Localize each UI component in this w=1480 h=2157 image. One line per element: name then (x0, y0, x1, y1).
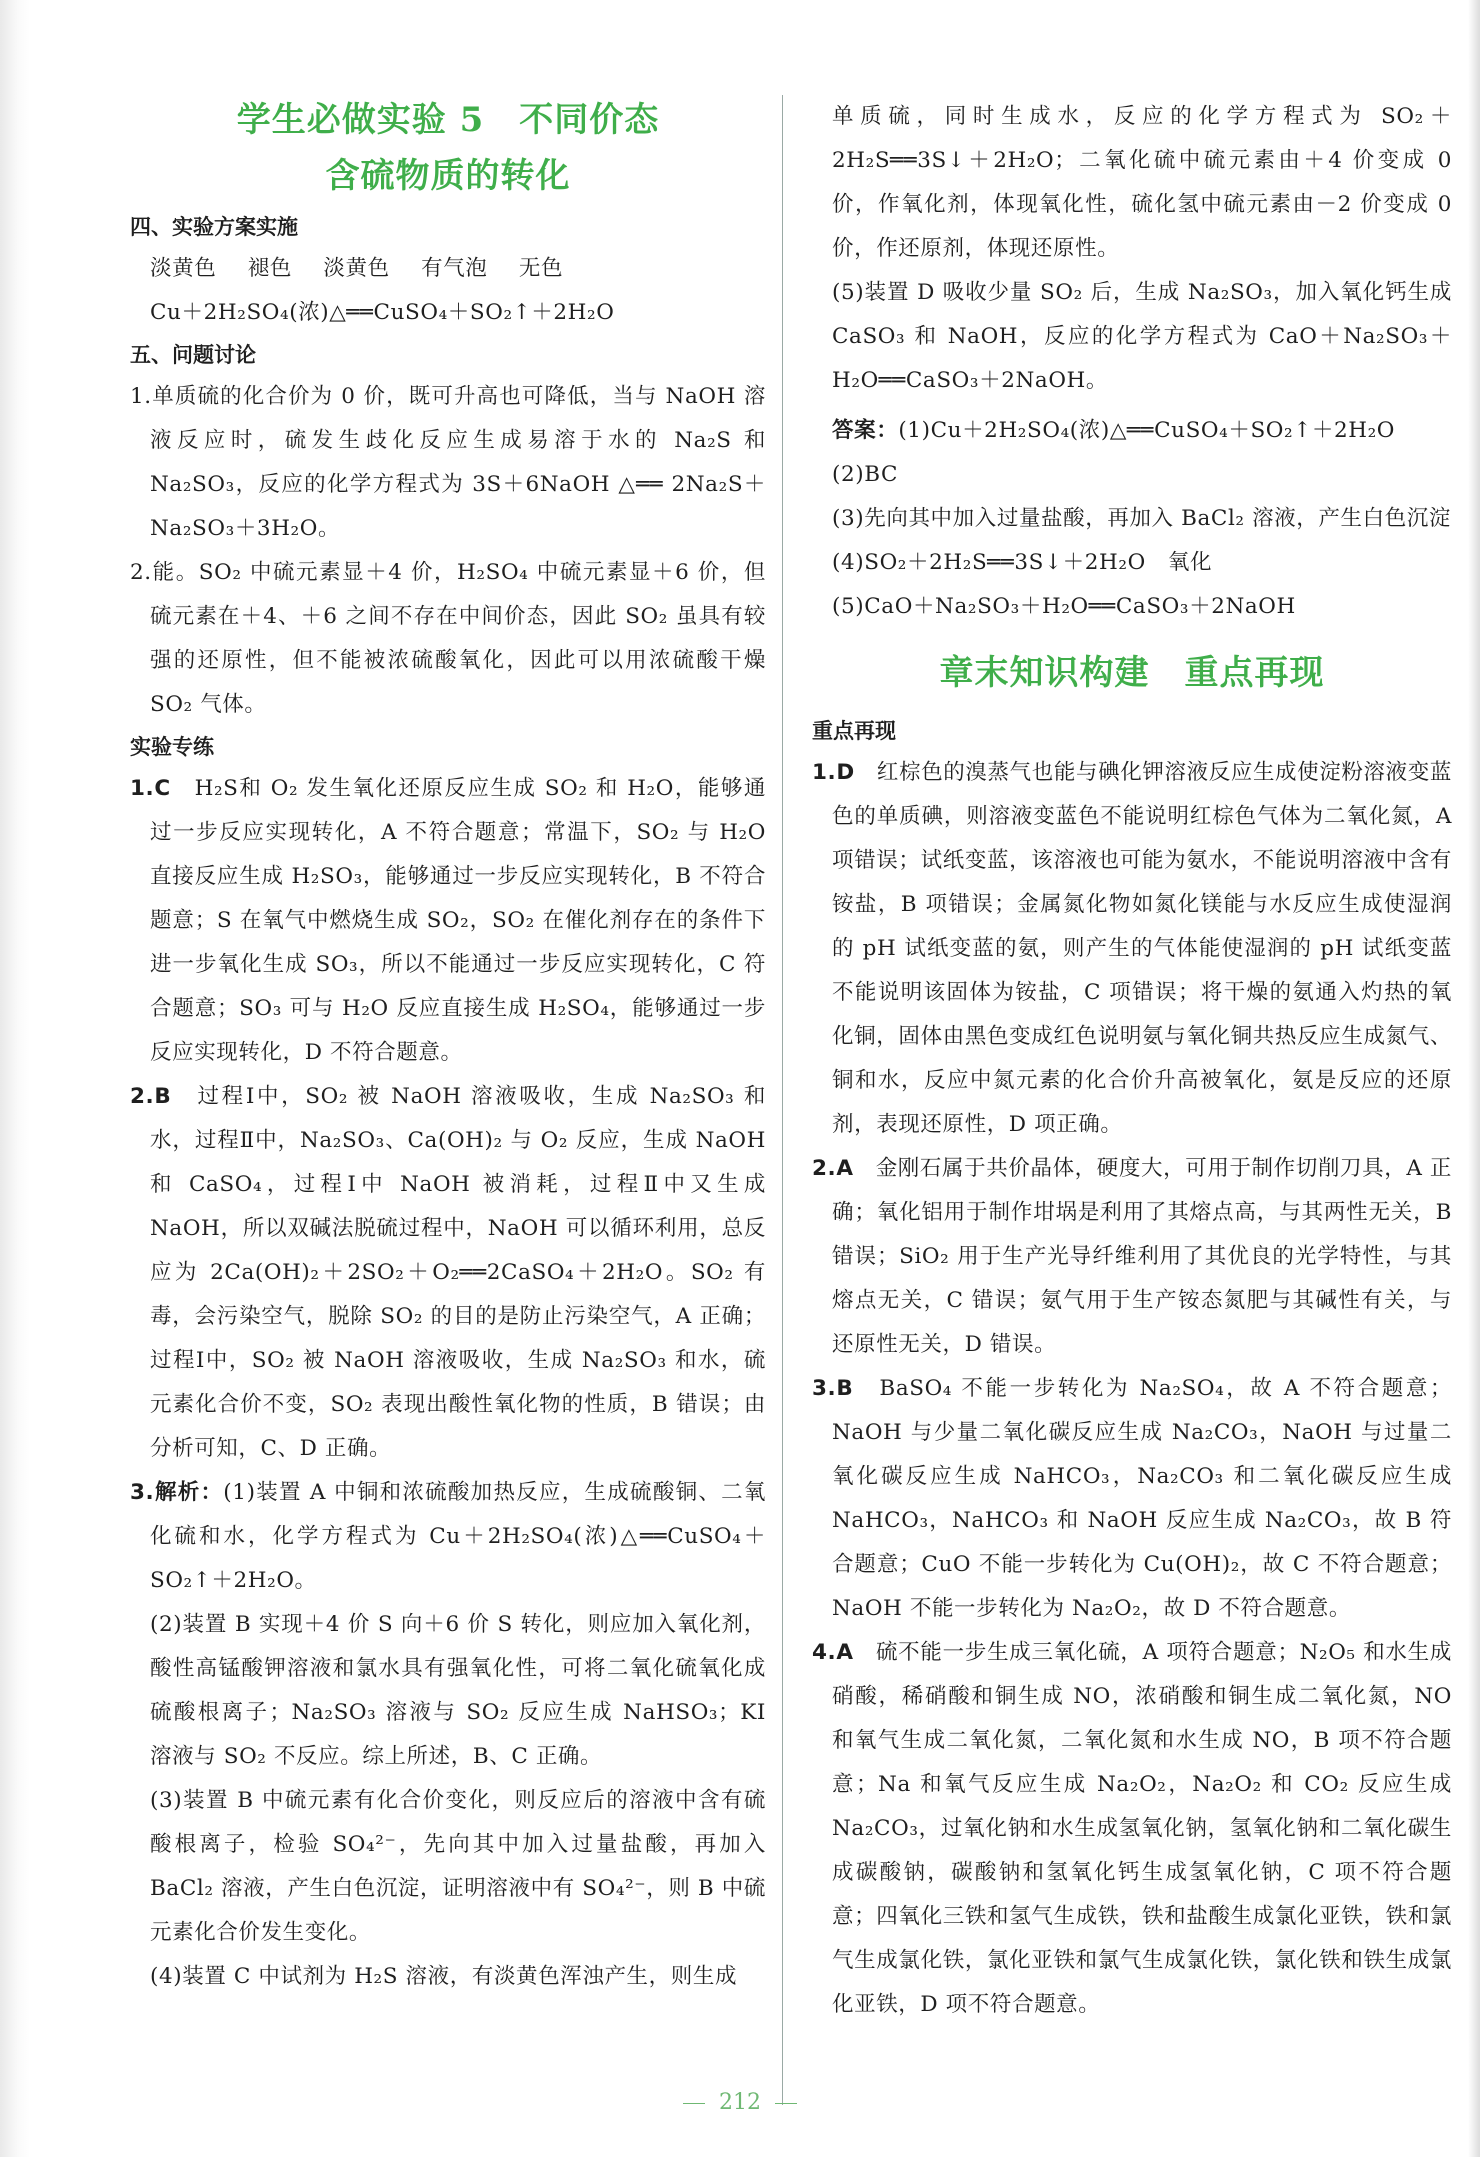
drill-item-3-part2: (2)装置 B 实现＋4 价 S 向＋6 价 S 转化，则应加入氧化剂，酸性高锰酸钾溶液和氯水具有强氧化性，可将二氧化硫氧化成硫酸根离子；Na₂SO₃ 溶液与 SO₂ 反应生成 NaHSO₃；KI 溶液与 SO₂ 不反应。综上所述，B、C 正确。 (150, 1612, 766, 1769)
drill-answer-number: 1.C (130, 776, 171, 801)
observation-word: 无色 (518, 256, 564, 281)
observation-word: 有气泡 (421, 256, 488, 281)
key-answer-number: 4.A (812, 1640, 854, 1665)
answer-label: 答案： (832, 418, 899, 443)
observation-word: 淡黄色 (323, 256, 390, 281)
drill-item-2 (130, 1075, 766, 1471)
observation-word: 褪色 (247, 256, 292, 281)
observation-words (130, 247, 766, 291)
key-item-2 (812, 1147, 1452, 1367)
key-item-3 (812, 1367, 1452, 1631)
answer-line-1 (812, 409, 1452, 453)
answer-text: (1)Cu＋2H₂SO₄(浓)△══CuSO₄＋SO₂↑＋2H₂O (898, 418, 1396, 443)
key-item-1 (812, 751, 1452, 1147)
answer-line-2: (2)BC (832, 462, 899, 487)
drill-item-3-part4: (4)装置 C 中试剂为 H₂S 溶液，有淡黄色浑浊产生，则生成 (150, 1964, 738, 1989)
key-answer-number: 2.A (812, 1156, 854, 1181)
discussion-item-2: 2.能。SO₂ 中硫元素显＋4 价，H₂SO₄ 中硫元素显＋6 价，但硫元素在＋4、＋6 之间不存在中间价态，因此 SO₂ 虽具有较强的还原性，但不能被浓硫酸氧化，因此可以用浓硫酸干燥 SO₂ 气体。 (130, 560, 766, 717)
drill-item-3 (130, 1471, 766, 1603)
drill-explanation: 过程Ⅰ中，SO₂ 被 NaOH 溶液吸收，生成 Na₂SO₃ 和水，过程Ⅱ中，Na₂SO₃、Ca(OH)₂ 与 O₂ 反应，生成 NaOH 和 CaSO₄，过程Ⅰ中 NaOH 被消耗，过程Ⅱ中又生成 NaOH，所以双碱法脱硫过程中，NaOH 可以循环利用，总反应为 2Ca(OH)₂＋2SO₂＋O₂══2CaSO₄＋2H₂O。SO₂ 有毒，会污染空气，脱除 SO₂ 的目的是防止污染空气，A 正确；过程Ⅰ中，SO₂ 被 NaOH 溶液吸收，生成 Na₂SO₃ 和水，硫元素化合价不变，SO₂ 表现出酸性氧化物的性质，B 错误；由分析可知，C、D 正确。 (150, 1084, 766, 1461)
answer-line-4: (4)SO₂＋2H₂S══3S↓＋2H₂O 氧化 (832, 550, 1213, 575)
heading-discussion: 五、问题讨论 (130, 343, 256, 367)
left-column (130, 95, 766, 1999)
section-title-line2: 含硫物质的转化 (325, 156, 571, 196)
key-explanation: 红棕色的溴蒸气也能与碘化钾溶液反应生成使淀粉溶液变蓝色的单质碘，则溶液变蓝色不能说明红棕色气体为二氧化氮，A 项错误；试纸变蓝，该溶液也可能为氨水，不能说明溶液中含有铵盐，B 项错误；金属氮化物如氮化镁能与水反应生成使湿润的 pH 试纸变蓝的氨，则产生的气体能使湿润的 pH 试纸变蓝不能说明该固体为铵盐，C 项错误；将干燥的氨通入灼热的氧化铜，固体由黑色变成红色说明氨与氧化铜共热反应生成氮气、铜和水，反应中氮元素的化合价升高被氧化，氨是反应的还原剂，表现还原性，D 项正确。 (832, 760, 1452, 1137)
answer-line-3: (3)先向其中加入过量盐酸，再加入 BaCl₂ 溶液，产生白色沉淀 (832, 506, 1451, 531)
chapter-summary-title: 章末知识构建 重点再现 (939, 653, 1325, 693)
heading-key-points: 重点再现 (812, 719, 896, 743)
drill-item-3-part3: (3)装置 B 中硫元素有化合价变化，则反应后的溶液中含有硫酸根离子，检验 SO₄²⁻，先向其中加入过量盐酸，再加入 BaCl₂ 溶液，产生白色沉淀，证明溶液中有 SO₄²⁻，则 B 中硫元素化合价发生变化。 (150, 1788, 766, 1945)
heading-experiment-implementation: 四、实验方案实施 (130, 215, 298, 239)
observation-word: 淡黄色 (150, 256, 217, 281)
page-number-dash-left (683, 2103, 705, 2104)
reaction-equation: Cu＋2H₂SO₄(浓)△══CuSO₄＋SO₂↑＋2H₂O (150, 300, 615, 325)
page-number-dash-right (775, 2103, 797, 2104)
drill-item-1 (130, 767, 766, 1075)
key-explanation: 金刚石属于共价晶体，硬度大，可用于制作切削刀具，A 正确；氧化铝用于制作坩埚是利用了其熔点高，与其两性无关，B 错误；SiO₂ 用于生产光导纤维利用了其优良的光学特性，与其熔点无关，C 错误；氨气用于生产铵态氮肥与其碱性有关，与还原性无关，D 错误。 (832, 1156, 1452, 1357)
key-item-4 (812, 1631, 1452, 2027)
discussion-item-1: 1.单质硫的化合价为 0 价，既可升高也可降低，当与 NaOH 溶液反应时，硫发生歧化反应生成易溶于水的 Na₂S 和 Na₂SO₃，反应的化学方程式为 3S＋6NaOH △══ 2Na₂S＋Na₂SO₃＋3H₂O。 (130, 384, 766, 541)
key-explanation: 硫不能一步生成三氧化硫，A 项符合题意；N₂O₅ 和水生成硝酸，稀硝酸和铜生成 NO，浓硝酸和铜生成二氧化氮，NO 和氧气生成二氧化氮，二氧化氮和水生成 NO，B 项不符合题意；Na 和氧气反应生成 Na₂O₂，Na₂O₂ 和 CO₂ 反应生成 Na₂CO₃，过氧化钠和水生成氢氧化钠，氢氧化钠和二氧化碳生成碳酸钠，碳酸钠和氢氧化钙生成氢氧化钠，C 项不符合题意；四氧化三铁和氢气生成铁，铁和盐酸生成氯化亚铁，铁和氯气生成氯化铁，氯化亚铁和氯气生成氯化铁，氯化铁和铁生成氯化亚铁，D 项不符合题意。 (832, 1640, 1452, 2017)
page-number (0, 2090, 1480, 2115)
drill-answer-number: 3.解析： (130, 1480, 224, 1505)
column-divider (782, 95, 783, 2105)
page-number-text: 212 (719, 2090, 761, 2115)
key-answer-number: 1.D (812, 760, 855, 785)
drill-answer-number: 2.B (130, 1084, 172, 1109)
page-left-shadow (0, 0, 30, 2157)
section-title-line1: 学生必做实验 5 不同价态 (236, 100, 660, 140)
answer-line-5: (5)CaO＋Na₂SO₃＋H₂O══CaSO₃＋2NaOH (832, 594, 1296, 619)
drill-explanation: H₂S和 O₂ 发生氧化还原反应生成 SO₂ 和 H₂O，能够通过一步反应实现转化，A 不符合题意；常温下，SO₂ 与 H₂O 直接反应生成 H₂SO₃，能够通过一步反应实现转化，B 不符合题意；S 在氧气中燃烧生成 SO₂，SO₂ 在催化剂存在的条件下进一步氧化生成 SO₃，所以不能通过一步反应实现转化，C 符合题意；SO₃ 可与 H₂O 反应直接生成 H₂SO₄，能够通过一步反应实现转化，D 不符合题意。 (150, 776, 766, 1065)
explanation-part5: (5)装置 D 吸收少量 SO₂ 后，生成 Na₂SO₃，加入氧化钙生成 CaSO₃ 和 NaOH，反应的化学方程式为 CaO＋Na₂SO₃＋H₂O══CaSO₃＋2NaOH。 (832, 280, 1452, 393)
key-explanation: BaSO₄ 不能一步转化为 Na₂SO₄，故 A 不符合题意；NaOH 与少量二氧化碳反应生成 Na₂CO₃，NaOH 与过量二氧化碳反应生成 NaHCO₃，Na₂CO₃ 和二氧化碳反应生成 NaHCO₃，NaHCO₃ 和 NaOH 反应生成 Na₂CO₃，故 B 符合题意；CuO 不能一步转化为 Cu(OH)₂，故 C 不符合题意；NaOH 不能一步转化为 Na₂O₂，故 D 不符合题意。 (832, 1376, 1453, 1621)
key-answer-number: 3.B (812, 1376, 854, 1401)
drill-explanation: (1)装置 A 中铜和浓硫酸加热反应，生成硫酸铜、二氧化硫和水，化学方程式为 Cu＋2H₂SO₄(浓)△══CuSO₄＋SO₂↑＋2H₂O。 (150, 1480, 766, 1593)
page-right-shadow (1468, 0, 1480, 2157)
continued-explanation: 单质硫，同时生成水，反应的化学方程式为 SO₂＋2H₂S══3S↓＋2H₂O；二氧化硫中硫元素由＋4 价变成 0 价，作氧化剂，体现氧化性，硫化氢中硫元素由－2 价变成 0 价，作还原剂，体现还原性。 (832, 104, 1452, 261)
heading-drill: 实验专练 (130, 735, 214, 759)
right-column (812, 95, 1452, 2027)
